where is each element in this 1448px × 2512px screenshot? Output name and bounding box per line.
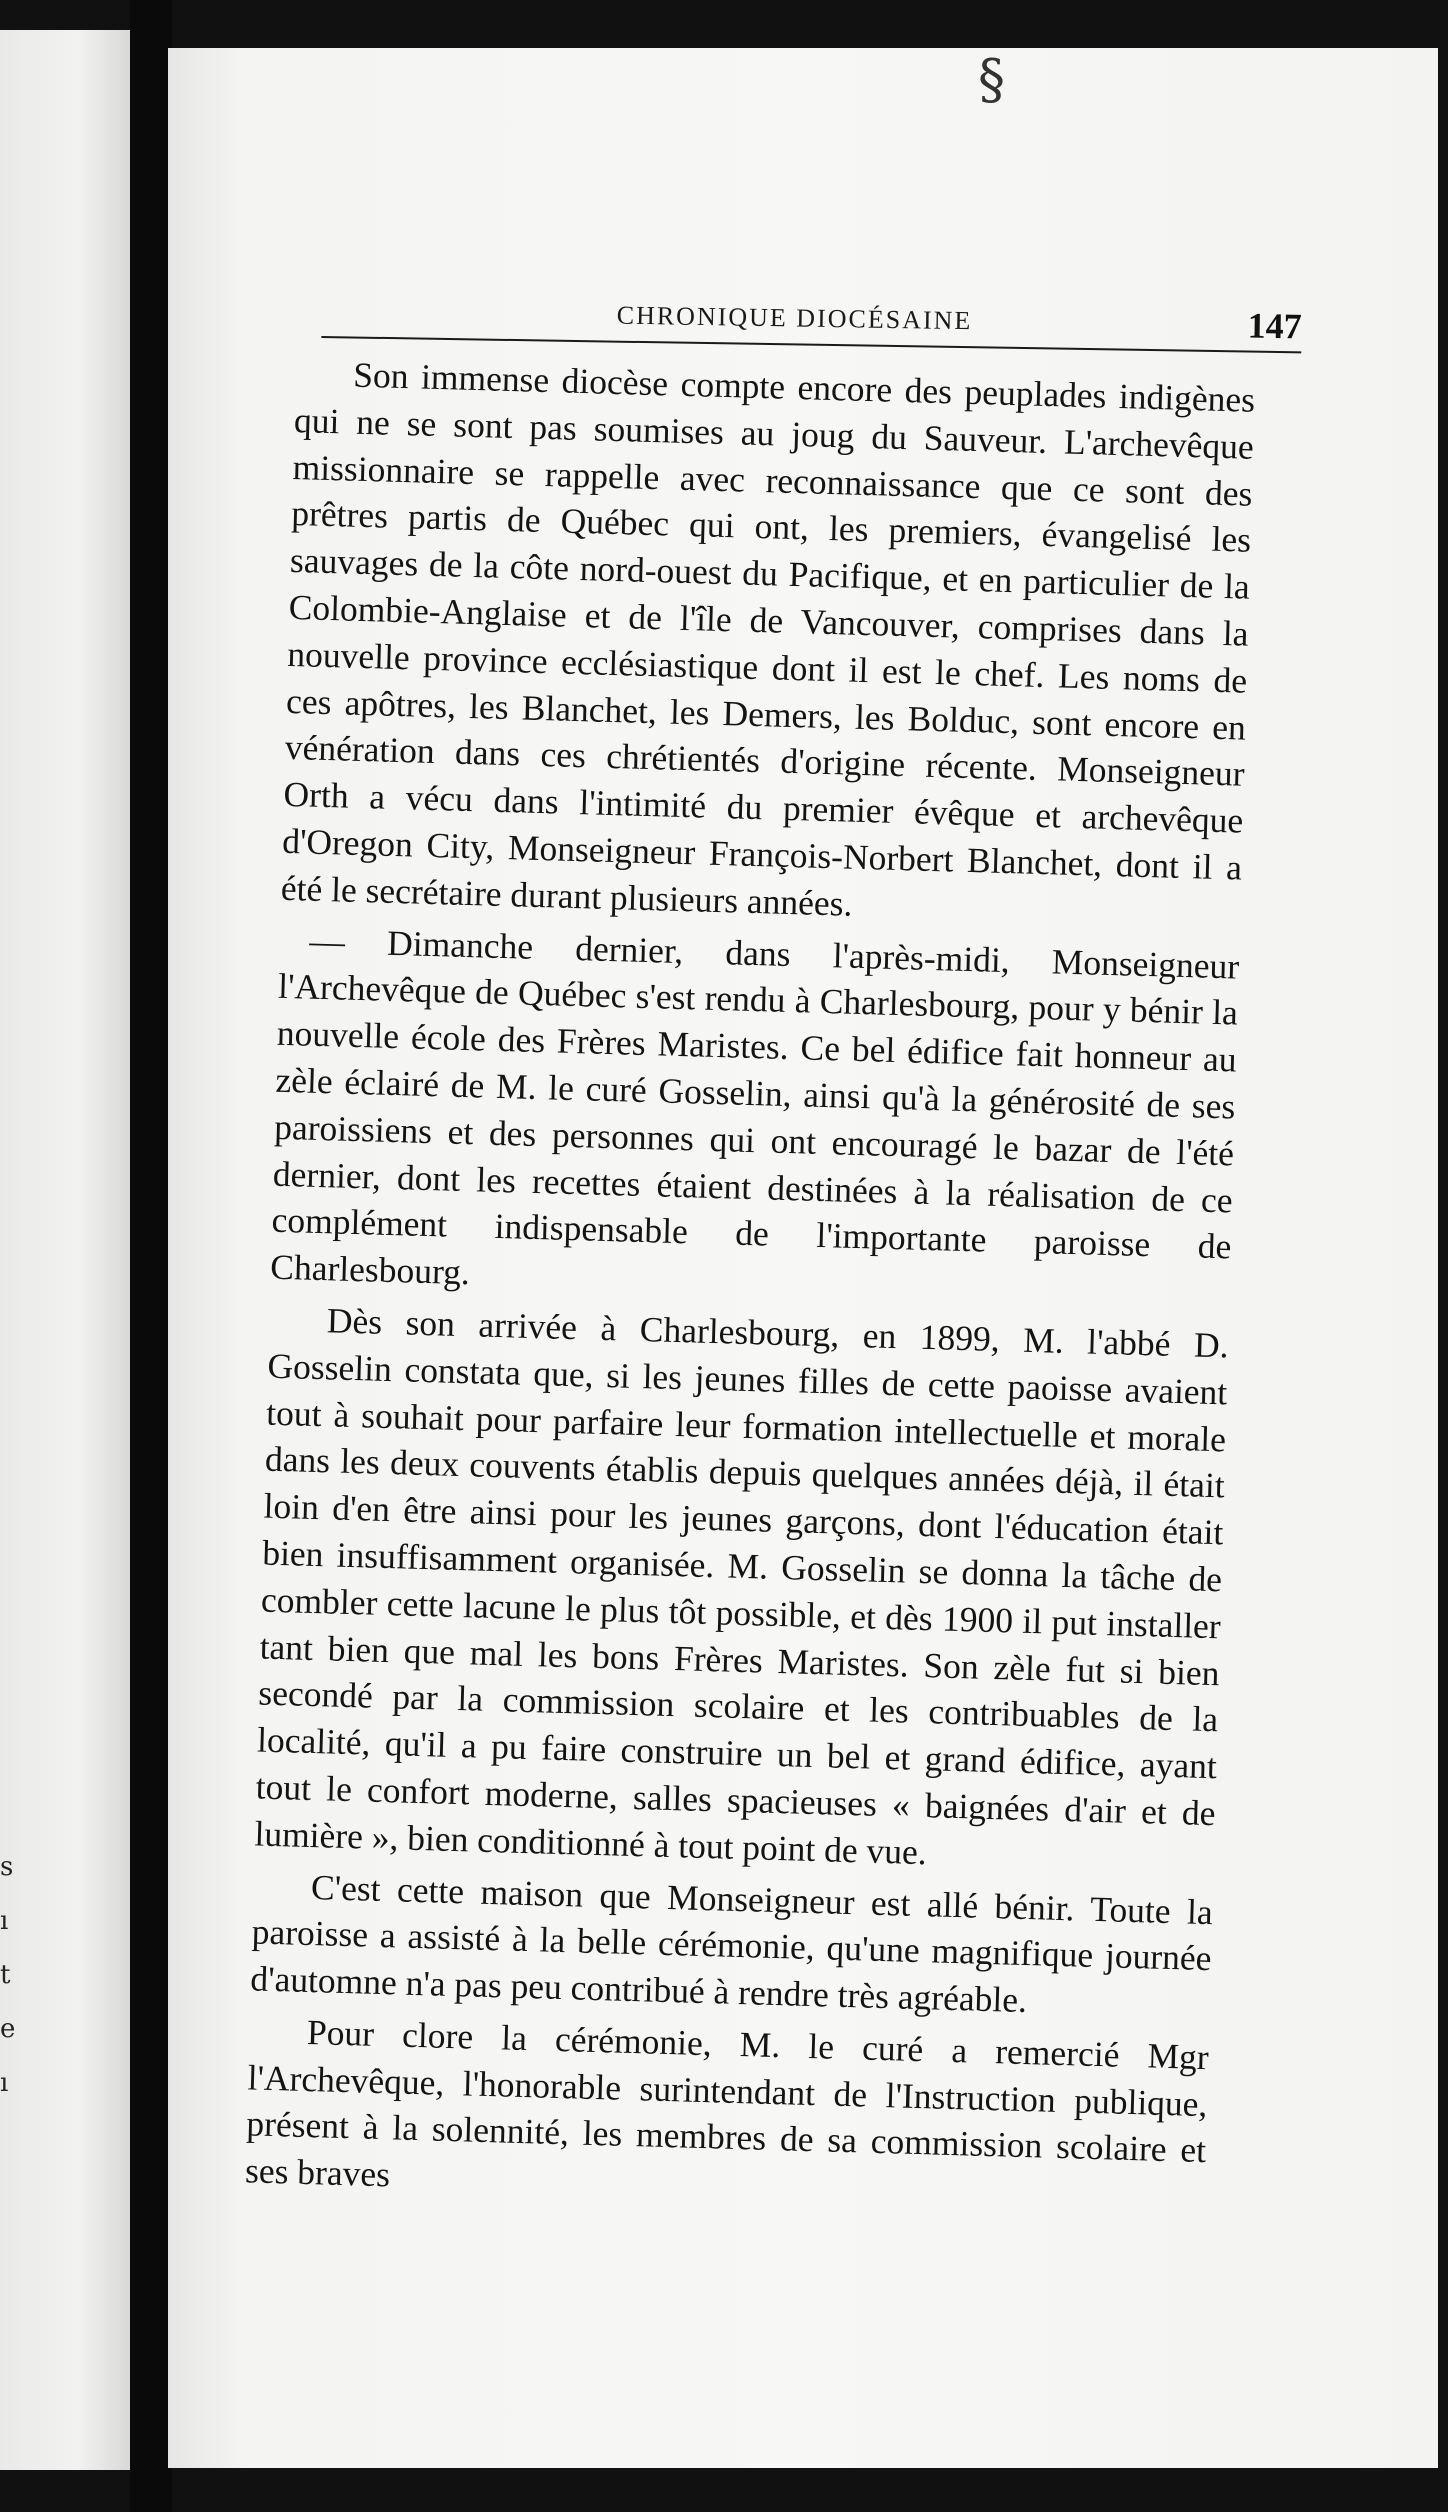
facing-page-letter: s [0, 1852, 14, 1882]
facing-page-letter: ı [0, 2068, 9, 2098]
top-margin-mark: § [978, 48, 1005, 111]
facing-page-letters [0, 1840, 18, 2110]
facing-page-edge [0, 30, 130, 2470]
paragraph: C'est cette maison que Monseigneur est allé bénir. Toute la paroisse a assisté à la belle cérémonie, qu'une magnifique journée d'automne n'a pas peu contribué à rendre très agréable. [249, 1866, 1214, 2021]
facing-page-letter: t [0, 1960, 11, 1990]
paragraph: — Dimanche dernier, dans l'après-midi, Monseigneur l'Archevêque de Québec s'est rendu à Charlesbourg, pour y bénir la nouvelle école des Frères Maristes. Ce bel édifice fait honneur au zèle éclairé de M. le curé Gosselin, ainsi qu'à la générosité de ses paroissiens et des personnes qui ont encouragé le bazar de l'été dernier, dont les recettes étaient destinées à la réalisation de ce complément indispensable de l'importante paroisse de Charlesbourg. [269, 920, 1240, 1293]
running-title: CHRONIQUE DIOCÉSAINE [616, 300, 973, 336]
header-rule [321, 336, 1301, 353]
page-number: 147 [1247, 305, 1302, 347]
facing-page-letter: ı [0, 1906, 9, 1936]
facing-page-letter: e [0, 2014, 16, 2044]
paragraph: Son immense diocèse compte encore des peuplades indigènes qui ne se sont pas soumises au joug du Sauveur. L'archevêque missionnaire se rappelle avec reconnaissance que ce sont des prêtres partis de Québec qui ont, les premiers, évangelisé les sauvages de la côte nord-ouest du Pacifique, et en particulier de la Colombie-Anglaise et de l'île de Vancouver, comprises dans la nouvelle province ecclésiastique dont il est le chef. Les noms de ces apôtres, les Blanchet, les Demers, les Bolduc, sont encore en vénération dans ces chrétientés d'origine récente. Monseigneur Orth a vécu dans l'intimité du premier évêque et archevêque d'Oregon City, Monseigneur François-Norbert Blanchet, dont il a été le secrétaire durant plusieurs années. [280, 354, 1256, 924]
body-text [244, 350, 1255, 2221]
paragraph: Dès son arrivée à Charlesbourg, en 1899, M. l'abbé D. Gosselin constata que, si les jeunes filles de cette paoisse avaient tout à souhait pour parfaire leur formation intellectuelle et morale dans les deux couvents établis depuis quelques années déjà, il était loin d'en être ainsi pour les jeunes garçons, dont l'éducation était bien insuffisamment organisée. M. Gosselin se donna la tâche de combler cette lacune le plus tôt possible, et dès 1900 il put installer tant bien que mal les bons Frères Maristes. Son zèle fut si bien secondé par la commission scolaire et les contribuables de la localité, qu'il a pu faire construire un bel et grand édifice, ayant tout le confort moderne, salles spacieuses « baignées d'air et de lumière », bien conditionné à tout point de vue. [254, 1300, 1230, 1872]
book-gutter [130, 0, 172, 2512]
paragraph: Pour clore la cérémonie, M. le curé a remercié Mgr l'Archevêque, l'honorable surintendant de l'Instruction publique, présent à la solennité, les membres de sa commission scolaire et ses braves [244, 2011, 1210, 2195]
